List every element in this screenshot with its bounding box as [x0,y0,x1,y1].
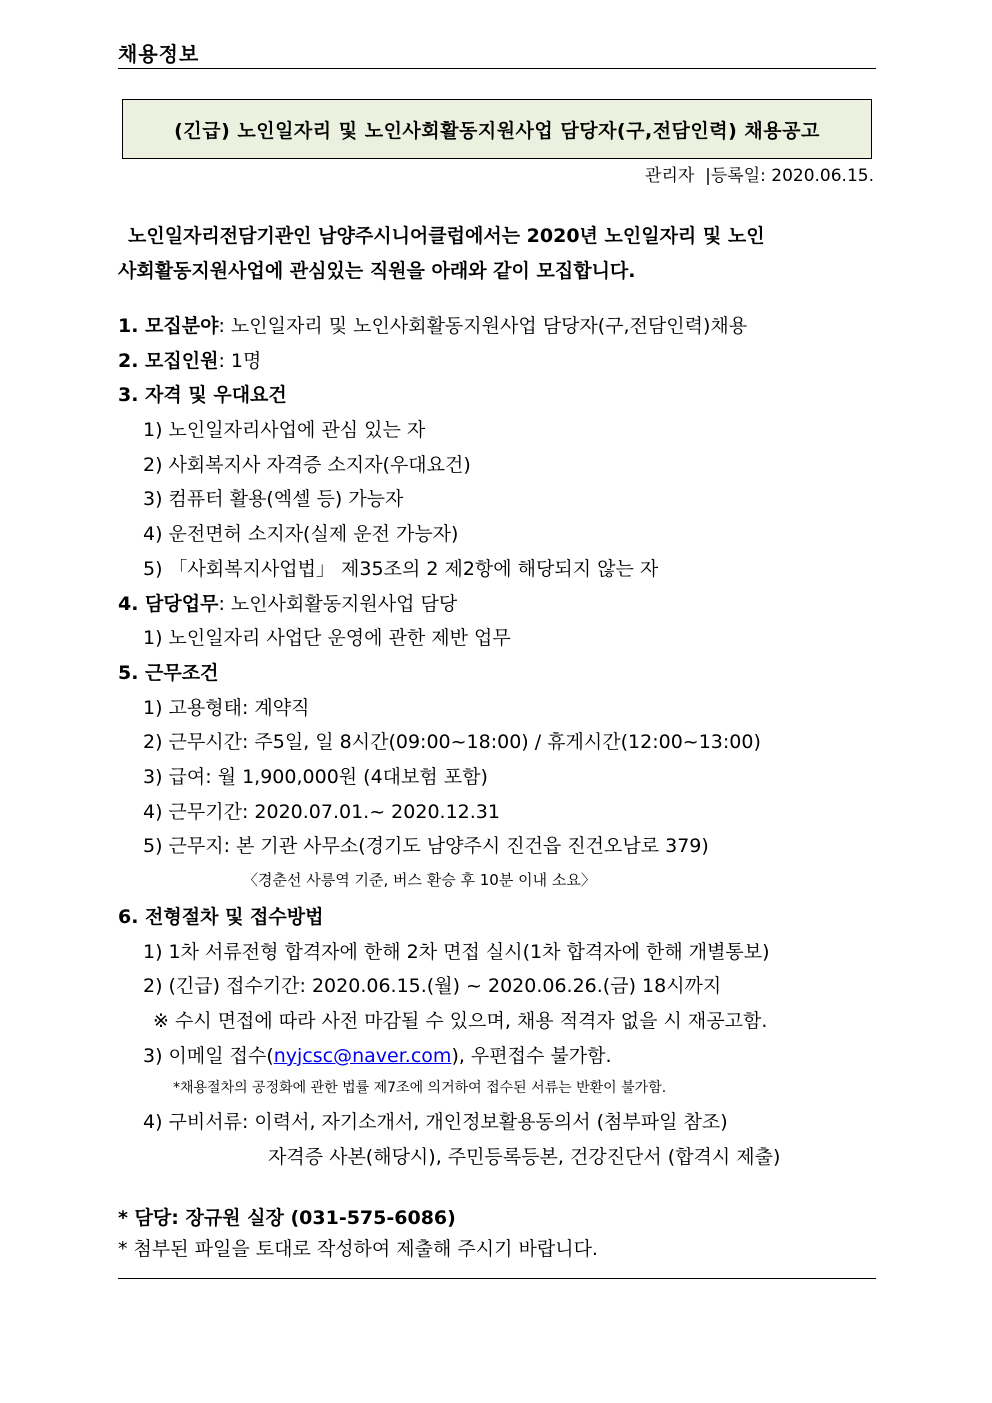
list-item: 1) 노인일자리 사업단 운영에 관한 제반 업무 [143,627,511,650]
list-item: 4) 근무기간: 2020.07.01.~ 2020.12.31 [143,800,500,823]
email-link[interactable]: nyjcsc@naver.com [273,1044,452,1067]
list-item-email [118,1039,876,1074]
document-page [118,40,876,1265]
list-item: 3) 컴퓨터 활용(엑셀 등) 가능자 [143,488,404,511]
section-headcount [118,344,876,379]
list-item: 2) 근무시간: 주5일, 일 8시간(09:00~18:00) / 휴게시간(12:00~13:00) [143,731,761,754]
location-note: 〈경춘선 사릉역 기준, 버스 환승 후 10분 이내 소요〉 [243,871,596,889]
author-label: 관리자 [645,166,695,186]
intro-line: 노인일자리전담기관인 남양주시니어클럽에서는 2020년 노인일자리 및 노인 [128,225,765,247]
list-item: 4) 구비서류: 이력서, 자기소개서, 개인정보활용동의서 (첨부파일 참조) [143,1111,728,1134]
law-note: *채용절차의 공정화에 관한 법률 제7조에 의거하여 접수된 서류는 반환이 불가함. [173,1080,667,1097]
list-item: 1) 노인일자리사업에 관심 있는 자 [143,419,426,442]
section-procedure: 6. 전형절차 및 접수방법 [118,906,324,928]
deadline-note: ※ 수시 면접에 따라 사전 마감될 수 있으며, 채용 적격자 없을 시 재공고함. [153,1010,768,1033]
recruitment-details [118,309,876,1175]
intro-line: 사회활동지원사업에 관심있는 직원을 아래와 같이 모집합니다. [118,260,636,282]
contact-person: * 담당: 장규원 실장 (031-575-6086) [118,1206,456,1229]
list-item: 1) 1차 서류전형 합격자에 한해 2차 면접 실시(1차 합격자에 한해 개별통보) [143,940,770,963]
list-item: 5) 「사회복지사업법」 제35조의 2 제2항에 해당되지 않는 자 [143,557,659,580]
section-label: 2. 모집인원 [118,349,219,372]
section-value: : 노인일자리 및 노인사회활동지원사업 담당자(구,전담인력)채용 [218,315,748,337]
list-item: 5) 근무지: 본 기관 사무소(경기도 남양주시 진건읍 진건오남로 379) [143,835,709,858]
email-suffix: ), 우편접수 불가함. [451,1044,612,1067]
list-item-continued: 자격증 사본(해당시), 주민등록등본, 건강진단서 (합격시 제출) [268,1146,781,1169]
intro-paragraph [118,219,876,289]
list-item: 2) 사회복지사 자격증 소지자(우대요건) [143,453,471,476]
footer-divider [118,1278,876,1279]
list-item: 1) 고용형태: 계약직 [143,696,310,719]
list-item: 2) (긴급) 접수기간: 2020.06.15.(월) ~ 2020.06.26.(금) 18시까지 [143,975,722,998]
section-value: : 노인사회활동지원사업 담당 [218,592,458,615]
contact-info [118,1203,876,1265]
section-value: : 1명 [218,349,262,372]
notice-meta: 관리자 |등록일: 2020.06.15. [645,166,874,186]
list-item: 3) 급여: 월 1,900,000원 (4대보험 포함) [143,765,488,788]
list-item: 4) 운전면허 소지자(실제 운전 가능자) [143,523,459,546]
header-divider [118,68,876,69]
page-header: 채용정보 [118,42,200,66]
section-label: 4. 담당업무 [118,592,219,615]
section-field [118,309,876,344]
section-duties [118,587,876,622]
post-date: 2020.06.15. [771,166,874,186]
submission-instruction: * 첨부된 파일을 토대로 작성하여 제출해 주시기 바랍니다. [118,1237,598,1260]
notice-title: (긴급) 노인일자리 및 노인사회활동지원사업 담당자(구,전담인력) 채용공고 [122,99,872,159]
email-prefix: 3) 이메일 접수( [143,1044,274,1067]
section-conditions: 5. 근무조건 [118,661,219,684]
date-label: 등록일: [710,166,766,186]
section-label: 1. 모집분야 [118,315,219,337]
section-qualifications: 3. 자격 및 우대요건 [118,384,287,407]
